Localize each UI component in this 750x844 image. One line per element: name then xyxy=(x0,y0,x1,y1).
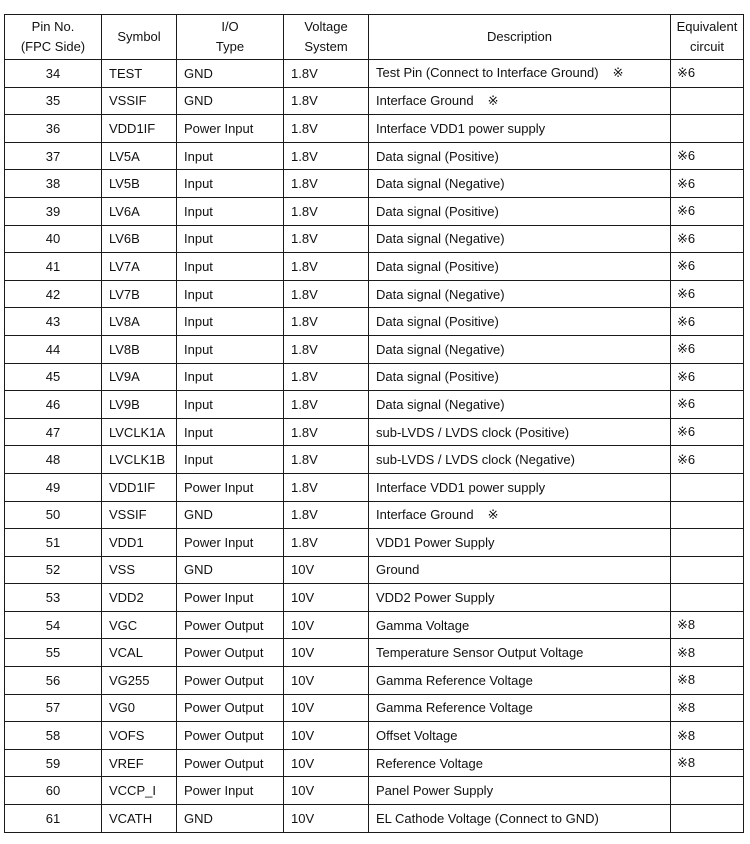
description-text: Data signal (Positive) xyxy=(376,314,499,330)
symbol-cell: LV8A xyxy=(102,308,177,336)
equivalent-circuit-cell: ※6 xyxy=(671,418,744,446)
io-type-cell: Power Input xyxy=(177,584,284,612)
table-row xyxy=(5,722,744,750)
symbol-cell: VG0 xyxy=(102,694,177,722)
pin-cell: 53 xyxy=(5,584,102,612)
voltage-cell: 10V xyxy=(284,749,369,777)
equivalent-circuit-cell: ※6 xyxy=(671,308,744,336)
io-type-cell: Input xyxy=(177,253,284,281)
pin-cell: 48 xyxy=(5,446,102,474)
description-text: Offset Voltage xyxy=(376,728,458,744)
pin-cell: 45 xyxy=(5,363,102,391)
io-type-cell: Power Input xyxy=(177,115,284,143)
table-row xyxy=(5,584,744,612)
description-cell xyxy=(369,446,671,474)
description-text: Interface Ground xyxy=(376,506,474,522)
voltage-cell: 10V xyxy=(284,805,369,833)
description-text: Data signal (Positive) xyxy=(376,369,499,385)
voltage-cell: 1.8V xyxy=(284,446,369,474)
pin-cell: 55 xyxy=(5,639,102,667)
symbol-cell: VCAL xyxy=(102,639,177,667)
description-cell xyxy=(369,473,671,501)
pin-cell: 47 xyxy=(5,418,102,446)
table-row xyxy=(5,391,744,419)
io-type-cell: Power Input xyxy=(177,777,284,805)
symbol-cell: LV7B xyxy=(102,280,177,308)
equivalent-circuit-cell xyxy=(671,529,744,557)
equivalent-circuit-cell xyxy=(671,473,744,501)
description-text: Data signal (Negative) xyxy=(376,231,505,247)
symbol-cell: VCATH xyxy=(102,805,177,833)
io-type-cell: Power Output xyxy=(177,667,284,695)
voltage-cell: 10V xyxy=(284,694,369,722)
description-cell xyxy=(369,280,671,308)
description-text: Gamma Voltage xyxy=(376,617,470,633)
voltage-cell: 10V xyxy=(284,556,369,584)
description-cell xyxy=(369,584,671,612)
voltage-cell: 10V xyxy=(284,777,369,805)
pin-cell: 43 xyxy=(5,308,102,336)
equivalent-circuit-cell: ※6 xyxy=(671,225,744,253)
equivalent-circuit-cell xyxy=(671,501,744,529)
table-row xyxy=(5,170,744,198)
voltage-cell: 1.8V xyxy=(284,197,369,225)
description-text: Data signal (Negative) xyxy=(376,396,505,412)
description-cell xyxy=(369,777,671,805)
io-type-cell: Power Output xyxy=(177,639,284,667)
pin-cell: 50 xyxy=(5,501,102,529)
io-type-cell: Input xyxy=(177,142,284,170)
pin-cell: 56 xyxy=(5,667,102,695)
table-row xyxy=(5,694,744,722)
header-equivalent-circuit: Equivalent circuit xyxy=(671,15,744,60)
symbol-cell: VDD1IF xyxy=(102,473,177,501)
table-row xyxy=(5,87,744,115)
description-text: Interface Ground xyxy=(376,92,474,108)
description-text: Gamma Reference Voltage xyxy=(376,672,533,688)
symbol-cell: LVCLK1A xyxy=(102,418,177,446)
io-type-cell: Input xyxy=(177,446,284,474)
description-text: sub-LVDS / LVDS clock (Positive) xyxy=(376,424,570,440)
symbol-cell: LV7A xyxy=(102,253,177,281)
pin-cell: 44 xyxy=(5,335,102,363)
equivalent-circuit-cell: ※8 xyxy=(671,639,744,667)
description-text: Test Pin (Connect to Interface Ground) xyxy=(376,65,599,81)
description-cell xyxy=(369,170,671,198)
description-cell xyxy=(369,501,671,529)
symbol-cell: LV9A xyxy=(102,363,177,391)
table-row xyxy=(5,749,744,777)
description-cell xyxy=(369,87,671,115)
equivalent-circuit-cell: ※8 xyxy=(671,749,744,777)
description-text: Ground xyxy=(376,562,420,578)
description-text: VDD2 Power Supply xyxy=(376,590,495,606)
io-type-cell: Input xyxy=(177,225,284,253)
equivalent-circuit-cell xyxy=(671,556,744,584)
io-type-cell: GND xyxy=(177,805,284,833)
header-row xyxy=(5,15,744,60)
description-text: EL Cathode Voltage (Connect to GND) xyxy=(376,810,599,826)
voltage-cell: 10V xyxy=(284,584,369,612)
voltage-cell: 1.8V xyxy=(284,142,369,170)
voltage-cell: 1.8V xyxy=(284,170,369,198)
pin-cell: 36 xyxy=(5,115,102,143)
io-type-cell: Input xyxy=(177,335,284,363)
equivalent-circuit-cell xyxy=(671,584,744,612)
description-text: Gamma Reference Voltage xyxy=(376,700,533,716)
symbol-cell: LV5A xyxy=(102,142,177,170)
table-row xyxy=(5,60,744,88)
table-row xyxy=(5,667,744,695)
header-pin: Pin No. (FPC Side) xyxy=(5,15,102,60)
pin-cell: 35 xyxy=(5,87,102,115)
io-type-cell: Power Input xyxy=(177,473,284,501)
table-row xyxy=(5,142,744,170)
description-cell xyxy=(369,529,671,557)
io-type-cell: GND xyxy=(177,60,284,88)
note-mark: ※ xyxy=(612,65,624,81)
pin-cell: 57 xyxy=(5,694,102,722)
description-cell xyxy=(369,253,671,281)
io-type-cell: Input xyxy=(177,280,284,308)
voltage-cell: 1.8V xyxy=(284,60,369,88)
voltage-cell: 10V xyxy=(284,611,369,639)
equivalent-circuit-cell: ※6 xyxy=(671,335,744,363)
header-voltage-system: Voltage System xyxy=(284,15,369,60)
io-type-cell: Input xyxy=(177,308,284,336)
description-cell xyxy=(369,363,671,391)
note-mark: ※ xyxy=(487,92,499,108)
io-type-cell: Input xyxy=(177,363,284,391)
equivalent-circuit-cell: ※8 xyxy=(671,611,744,639)
symbol-cell: VGC xyxy=(102,611,177,639)
description-text: Data signal (Positive) xyxy=(376,148,499,164)
description-text: Reference Voltage xyxy=(376,755,483,771)
io-type-cell: Input xyxy=(177,170,284,198)
symbol-cell: VSS xyxy=(102,556,177,584)
equivalent-circuit-cell: ※8 xyxy=(671,694,744,722)
voltage-cell: 1.8V xyxy=(284,225,369,253)
equivalent-circuit-cell: ※6 xyxy=(671,60,744,88)
table-row xyxy=(5,308,744,336)
table-row xyxy=(5,197,744,225)
pin-table xyxy=(4,14,744,833)
description-text: Panel Power Supply xyxy=(376,783,494,799)
equivalent-circuit-cell xyxy=(671,115,744,143)
pin-cell: 38 xyxy=(5,170,102,198)
equivalent-circuit-cell xyxy=(671,805,744,833)
description-cell xyxy=(369,611,671,639)
pin-cell: 39 xyxy=(5,197,102,225)
table-row xyxy=(5,225,744,253)
pin-cell: 46 xyxy=(5,391,102,419)
header-description: Description xyxy=(369,15,671,60)
table-row xyxy=(5,805,744,833)
description-cell xyxy=(369,556,671,584)
table-row xyxy=(5,473,744,501)
voltage-cell: 10V xyxy=(284,722,369,750)
table-row xyxy=(5,611,744,639)
table-row xyxy=(5,280,744,308)
io-type-cell: Power Output xyxy=(177,611,284,639)
pin-cell: 58 xyxy=(5,722,102,750)
voltage-cell: 1.8V xyxy=(284,391,369,419)
pin-cell: 51 xyxy=(5,529,102,557)
symbol-cell: VDD1 xyxy=(102,529,177,557)
description-text: Interface VDD1 power supply xyxy=(376,479,546,495)
io-type-cell: Power Output xyxy=(177,694,284,722)
equivalent-circuit-cell: ※6 xyxy=(671,170,744,198)
table-row xyxy=(5,115,744,143)
description-cell xyxy=(369,308,671,336)
table-row xyxy=(5,335,744,363)
symbol-cell: LV8B xyxy=(102,335,177,363)
description-cell xyxy=(369,805,671,833)
description-text: Data signal (Positive) xyxy=(376,203,499,219)
symbol-cell: LVCLK1B xyxy=(102,446,177,474)
symbol-cell: LV6A xyxy=(102,197,177,225)
symbol-cell: VDD1IF xyxy=(102,115,177,143)
equivalent-circuit-cell: ※6 xyxy=(671,142,744,170)
table-row xyxy=(5,556,744,584)
symbol-cell: VDD2 xyxy=(102,584,177,612)
symbol-cell: LV6B xyxy=(102,225,177,253)
symbol-cell: TEST xyxy=(102,60,177,88)
equivalent-circuit-cell: ※6 xyxy=(671,280,744,308)
description-text: Interface VDD1 power supply xyxy=(376,120,546,136)
symbol-cell: LV9B xyxy=(102,391,177,419)
io-type-cell: Input xyxy=(177,391,284,419)
description-cell xyxy=(369,142,671,170)
voltage-cell: 1.8V xyxy=(284,115,369,143)
pin-cell: 60 xyxy=(5,777,102,805)
description-cell xyxy=(369,418,671,446)
table-row xyxy=(5,777,744,805)
description-cell xyxy=(369,197,671,225)
equivalent-circuit-cell: ※8 xyxy=(671,722,744,750)
pin-cell: 40 xyxy=(5,225,102,253)
voltage-cell: 1.8V xyxy=(284,473,369,501)
description-cell xyxy=(369,225,671,253)
equivalent-circuit-cell: ※6 xyxy=(671,197,744,225)
description-cell xyxy=(369,391,671,419)
table-row xyxy=(5,529,744,557)
voltage-cell: 1.8V xyxy=(284,335,369,363)
equivalent-circuit-cell: ※6 xyxy=(671,253,744,281)
symbol-cell: LV5B xyxy=(102,170,177,198)
voltage-cell: 1.8V xyxy=(284,363,369,391)
voltage-cell: 1.8V xyxy=(284,308,369,336)
pin-cell: 49 xyxy=(5,473,102,501)
symbol-cell: VOFS xyxy=(102,722,177,750)
equivalent-circuit-cell: ※6 xyxy=(671,446,744,474)
equivalent-circuit-cell: ※6 xyxy=(671,363,744,391)
description-text: Data signal (Positive) xyxy=(376,258,499,274)
pin-cell: 54 xyxy=(5,611,102,639)
description-cell xyxy=(369,60,671,88)
io-type-cell: GND xyxy=(177,501,284,529)
symbol-cell: VCCP_I xyxy=(102,777,177,805)
description-cell xyxy=(369,694,671,722)
description-text: Data signal (Negative) xyxy=(376,286,505,302)
pin-cell: 34 xyxy=(5,60,102,88)
description-cell xyxy=(369,667,671,695)
io-type-cell: GND xyxy=(177,87,284,115)
equivalent-circuit-cell: ※8 xyxy=(671,667,744,695)
symbol-cell: VREF xyxy=(102,749,177,777)
equivalent-circuit-cell xyxy=(671,87,744,115)
pin-cell: 52 xyxy=(5,556,102,584)
description-text: sub-LVDS / LVDS clock (Negative) xyxy=(376,452,575,468)
description-cell xyxy=(369,335,671,363)
io-type-cell: Power Output xyxy=(177,749,284,777)
symbol-cell: VSSIF xyxy=(102,501,177,529)
table-row xyxy=(5,639,744,667)
table-row xyxy=(5,418,744,446)
note-mark: ※ xyxy=(487,506,499,522)
symbol-cell: VG255 xyxy=(102,667,177,695)
description-cell xyxy=(369,749,671,777)
voltage-cell: 1.8V xyxy=(284,501,369,529)
voltage-cell: 1.8V xyxy=(284,280,369,308)
description-cell xyxy=(369,722,671,750)
pin-cell: 59 xyxy=(5,749,102,777)
io-type-cell: Power Input xyxy=(177,529,284,557)
table-row xyxy=(5,253,744,281)
description-text: VDD1 Power Supply xyxy=(376,534,495,550)
pin-cell: 42 xyxy=(5,280,102,308)
voltage-cell: 1.8V xyxy=(284,253,369,281)
voltage-cell: 1.8V xyxy=(284,529,369,557)
pin-cell: 41 xyxy=(5,253,102,281)
io-type-cell: GND xyxy=(177,556,284,584)
equivalent-circuit-cell: ※6 xyxy=(671,391,744,419)
voltage-cell: 1.8V xyxy=(284,418,369,446)
table-row xyxy=(5,363,744,391)
header-symbol: Symbol xyxy=(102,15,177,60)
description-text: Temperature Sensor Output Voltage xyxy=(376,645,584,661)
io-type-cell: Input xyxy=(177,418,284,446)
io-type-cell: Power Output xyxy=(177,722,284,750)
voltage-cell: 1.8V xyxy=(284,87,369,115)
description-text: Data signal (Negative) xyxy=(376,341,505,357)
description-cell xyxy=(369,639,671,667)
description-text: Data signal (Negative) xyxy=(376,176,505,192)
voltage-cell: 10V xyxy=(284,667,369,695)
symbol-cell: VSSIF xyxy=(102,87,177,115)
table-row xyxy=(5,501,744,529)
io-type-cell: Input xyxy=(177,197,284,225)
equivalent-circuit-cell xyxy=(671,777,744,805)
header-io-type: I/O Type xyxy=(177,15,284,60)
voltage-cell: 10V xyxy=(284,639,369,667)
table-row xyxy=(5,446,744,474)
pin-cell: 61 xyxy=(5,805,102,833)
description-cell xyxy=(369,115,671,143)
pin-cell: 37 xyxy=(5,142,102,170)
